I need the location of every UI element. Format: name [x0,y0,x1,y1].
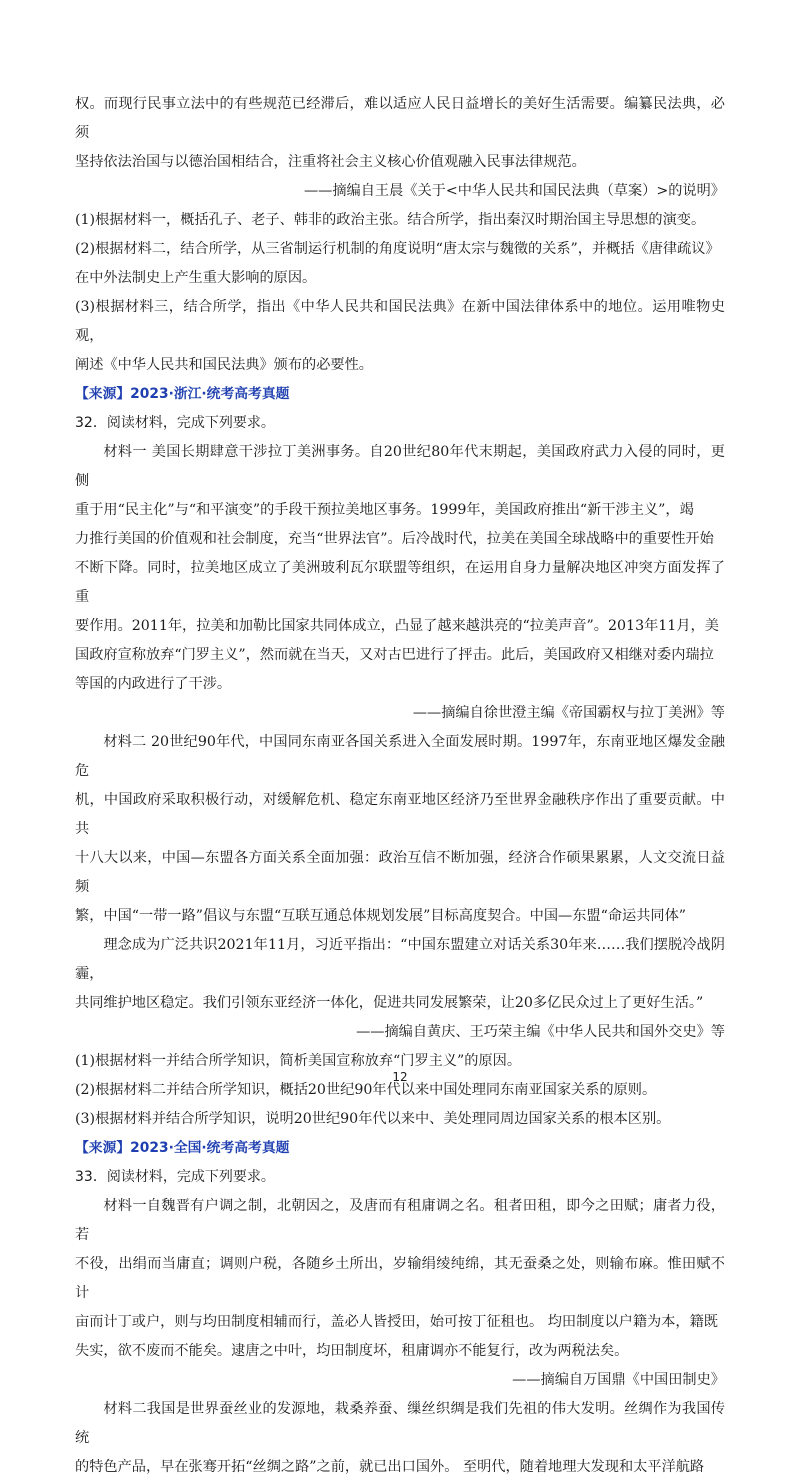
question-title: 33．阅读材料，完成下列要求。 [75,1169,275,1185]
material-line: 材料一自魏晋有户调之制，北朝因之，及唐而有租庸调之名。租者田租，即今之田赋；庸者力役，若 [75,1198,725,1243]
question-item: (3)根据材料三，结合所学，指出《中华人民共和国民法典》在新中国法律体系中的地位。运用唯物史观， [75,299,725,344]
question-item: (3)根据材料并结合所学知识，说明20世纪90年代以来中、美处理同周边国家关系的根本区别。 [75,1111,671,1127]
material-line: 国政府宣称放弃“门罗主义”，然而就在当天，又对古巴进行了抨击。此后，美国政府又相继对委内瑞拉 [75,647,714,663]
material-line: 材料二 20世纪90年代，中国同东南亚各国关系进入全面发展时期。1997年，东南亚地区爆发金融危 [75,734,725,779]
question-item: (1)根据材料一并结合所学知识，简析美国宣称放弃“门罗主义”的原因。 [75,1053,522,1069]
material-line: 等国的内政进行了干涉。 [75,676,232,692]
citation: ——摘编自万国鼎《中国田制史》 [512,1372,725,1388]
material-line: 力推行美国的价值观和社会制度，充当“世界法官”。后冷战时代，拉美在美国全球战略中的重要性开始 [75,531,714,547]
material-line: 共同维护地区稳定。我们引领东亚经济一体化，促进共同发展繁荣，让20多亿民众过上了更好生活。” [75,995,704,1011]
material-line: 理念成为广泛共识2021年11月，习近平指出：“中国东盟建立对话关系30年来……我们摆脱冷战阴霾， [75,937,725,982]
citation: ——摘编自王晨《关于<中华人民共和国民法典（草案）>的说明》 [303,183,725,199]
citation: ——摘编自黄庆、王巧荣主编《中华人民共和国外交史》等 [356,1024,725,1040]
material-line: 繁，中国“一带一路”倡议与东盟“互联互通总体规划发展”目标高度契合。中国—东盟“命运共同体” [75,908,687,924]
material-line: 不断下降。同时，拉美地区成立了美洲玻利瓦尔联盟等组织，在运用自身力量解决地区冲突方面发挥了重 [75,560,725,605]
material-line: 材料二我国是世界蚕丝业的发源地，栽桑养蚕、缫丝织绸是我们先祖的伟大发明。丝绸作为我国传统 [75,1401,725,1446]
material-line: 材料一 美国长期肆意干涉拉丁美洲事务。自20世纪80年代末期起，美国政府武力入侵的同时，更侧 [75,444,725,489]
material-line: 要作用。2011年，拉美和加勒比国家共同体成立，凸显了越来越洪亮的“拉美声音”。2013年11月，美 [75,618,719,634]
source-tag: 【来源】2023·全国·统考高考真题 [75,1140,290,1156]
source-tag: 【来源】2023·浙江·统考高考真题 [75,386,290,402]
material-line: 机，中国政府采取积极行动，对缓解危机、稳定东南亚地区经济乃至世界金融秩序作出了重要贡献。中共 [75,792,725,837]
material-line: 不役，出绢而当庸直；调则户税，各随乡土所出，岁输绢绫纯绵，其无蚕桑之处，则输布麻。惟田赋不计 [75,1256,725,1301]
question-item: (1)根据材料一，概括孔子、老子、韩非的政治主张。结合所学，指出秦汉时期治国主导思想的演变。 [75,212,706,228]
question-item: 在中外法制史上产生重大影响的原因。 [75,270,317,286]
page-number: 12 [392,1070,408,1084]
material-line: 的特色产品，早在张骞开拓“丝绸之路”之前，就已出口国外。 至明代，随着地理大发现和太平洋航路 [75,1459,705,1475]
question-title: 32．阅读材料，完成下列要求。 [75,415,275,431]
question-item: 阐述《中华人民共和国民法典》颁布的必要性。 [75,357,373,373]
question-item: (2)根据材料二，结合所学，从三省制运行机制的角度说明“唐太宗与魏徵的关系”，并概括《唐律疏议》 [75,241,720,257]
text-line: 权。而现行民事立法中的有些规范已经滞后，难以适应人民日益增长的美好生活需要。编纂民法典，必须 [75,96,725,141]
text-line: 坚持依法治国与以德治国相结合，注重将社会主义核心价值观融入民事法律规范。 [75,154,586,170]
question-item: (2)根据材料二并结合所学知识，概括20世纪90年代以来中国处理同东南亚国家关系的原则。 [75,1082,657,1098]
citation: ——摘编自徐世澄主编《帝国霸权与拉丁美洲》等 [412,705,725,721]
material-line: 重于用“民主化”与“和平演变”的手段干预拉美地区事务。1999年，美国政府推出“新干涉主义”，竭 [75,502,694,518]
material-line: 十八大以来，中国—东盟各方面关系全面加强：政治互信不断加强，经济合作硕果累累，人文交流日益频 [75,850,725,895]
material-line: 亩而计丁或户，则与均田制度相辅而行，盖必人皆授田，始可按丁征租也。 均田制度以户籍为本，籍既 [75,1314,718,1330]
material-line: 失实，欲不废而不能矣。逮唐之中叶，均田制度坏，租庸调亦不能复行，改为两税法矣。 [75,1343,629,1359]
